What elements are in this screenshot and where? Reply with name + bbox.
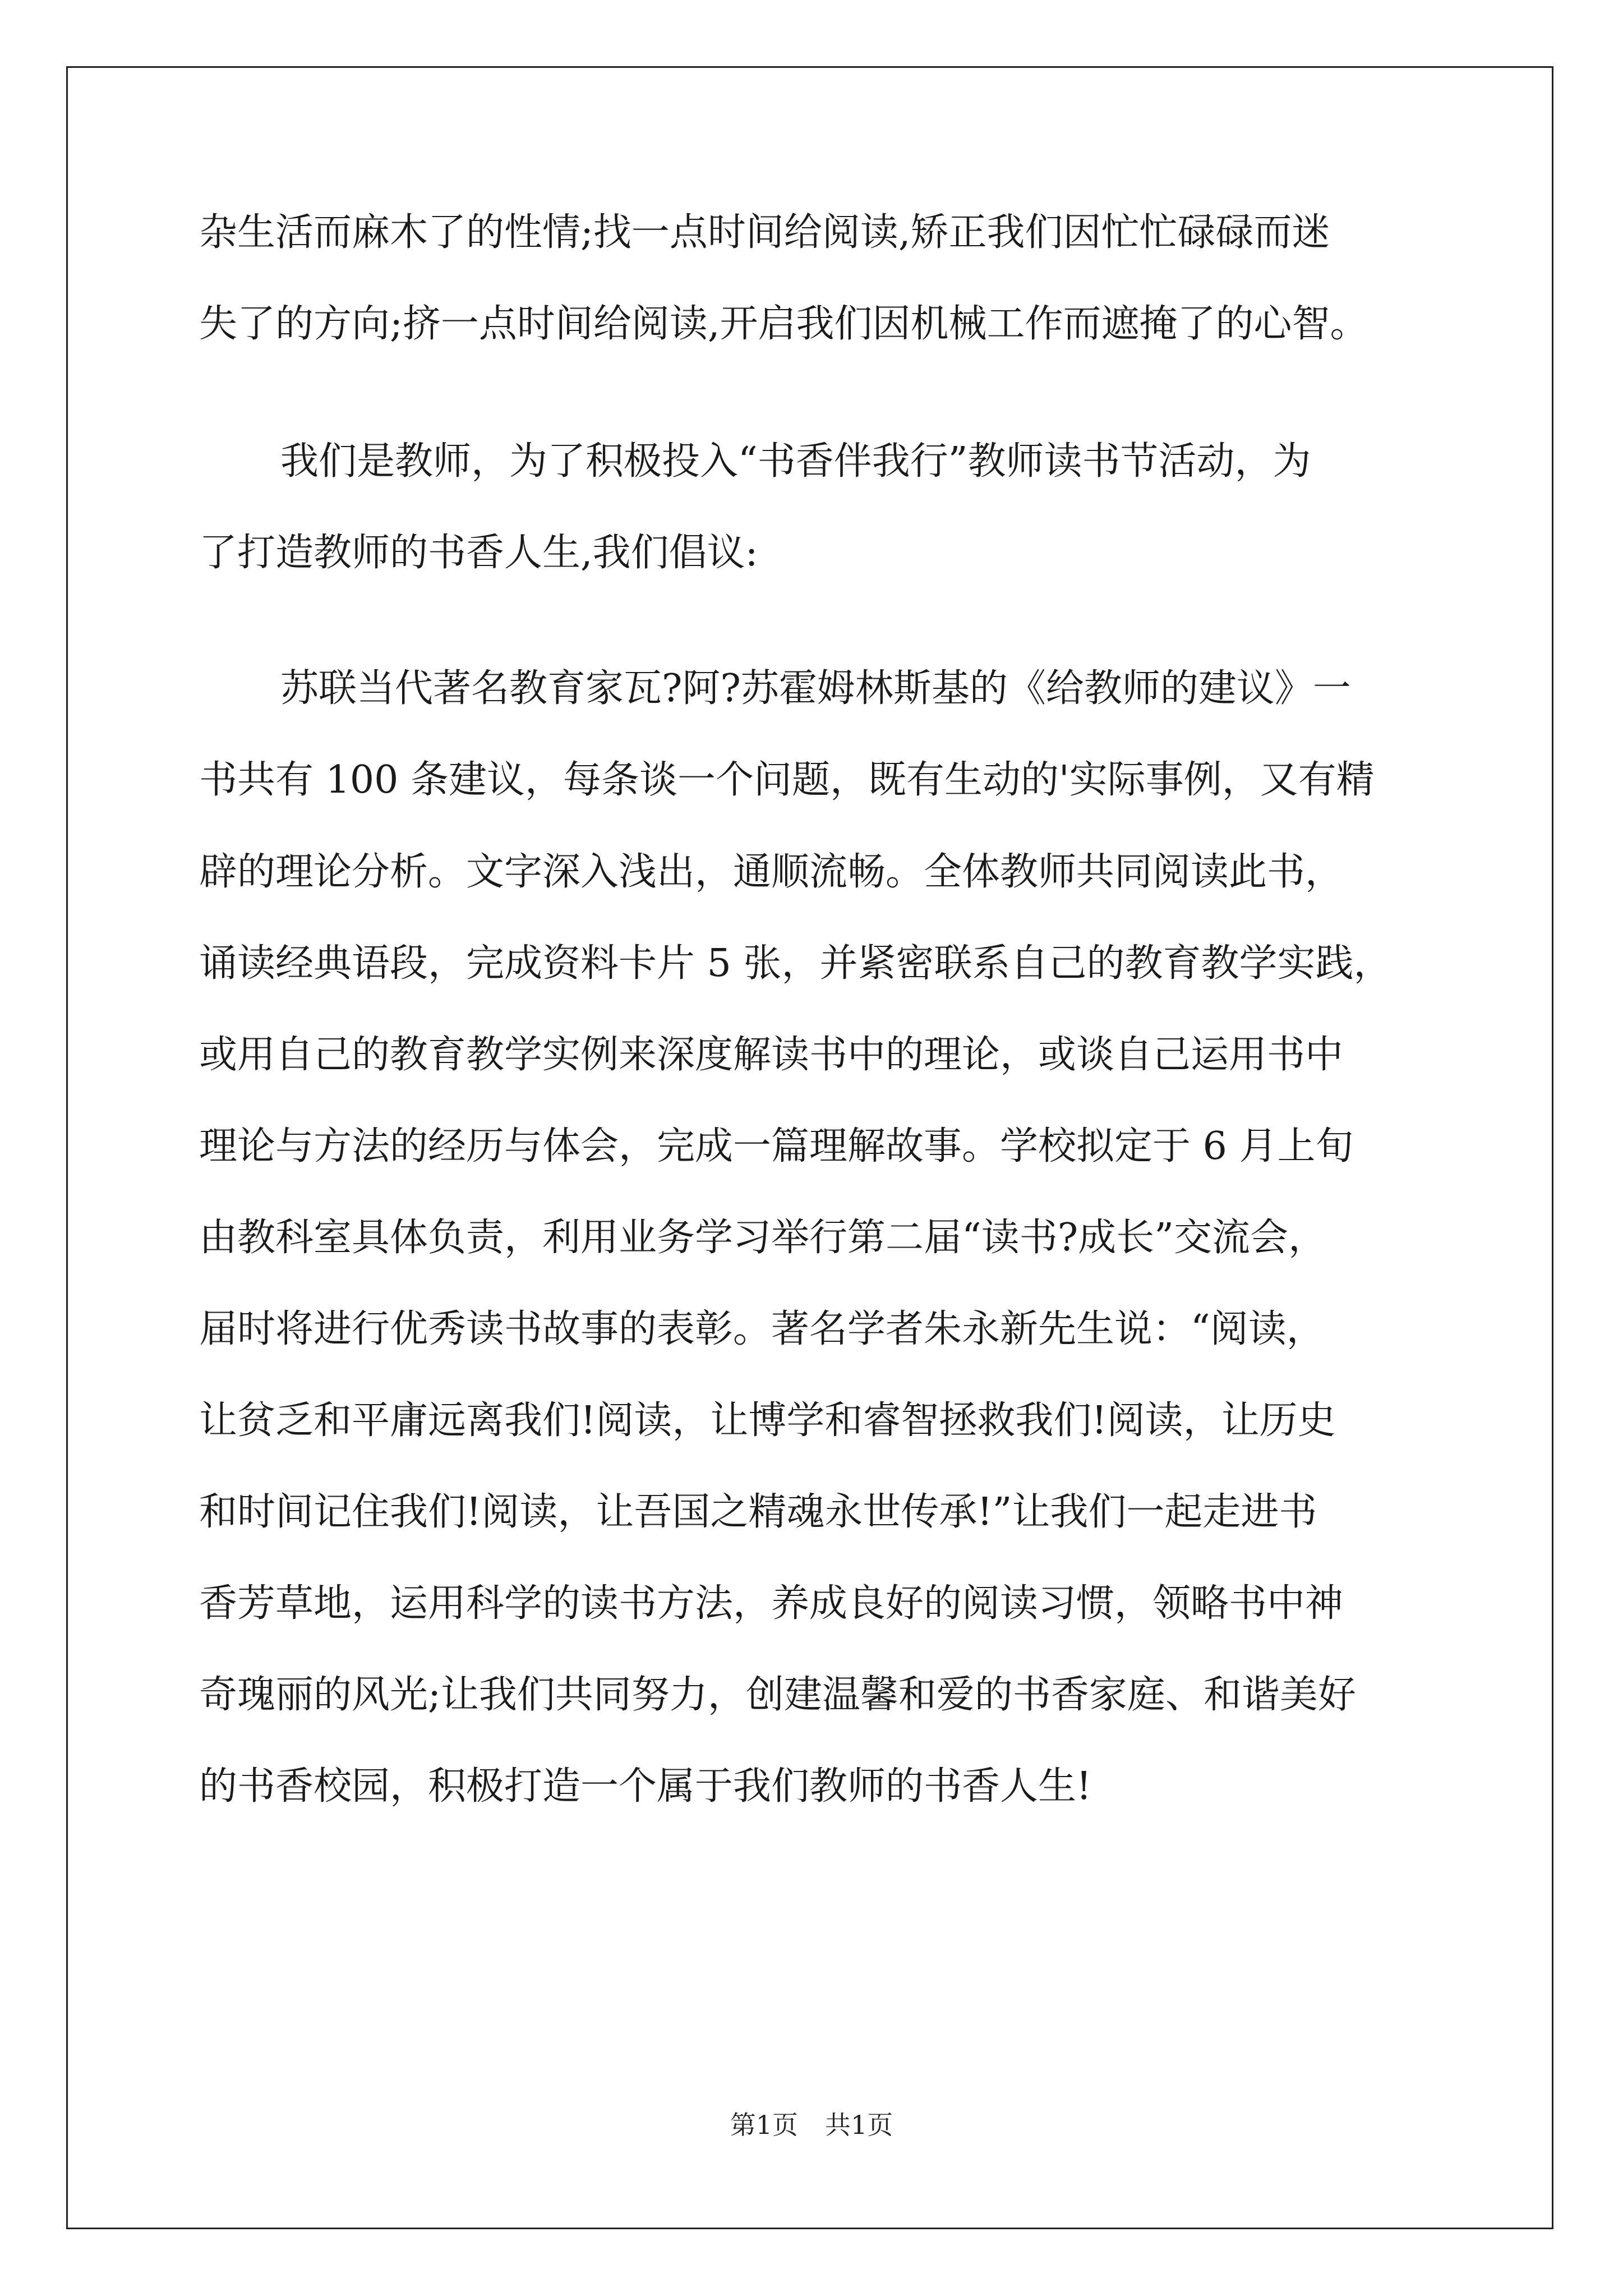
paragraph-line: 理论与方法的经历与体会，完成一篇理解故事。学校拟定于 6 月上旬 [199, 1124, 1354, 1168]
paragraph-line: 杂生活而麻木了的性情;找一点时间给阅读,矫正我们因忙忙碌碌而迷 [199, 210, 1330, 255]
paragraph-line: 苏联当代著名教育家瓦?阿?苏霍姆林斯基的《给教师的建议》一 [280, 666, 1351, 711]
paragraph-line: 让贫乏和平庸远离我们!阅读，让博学和睿智拯救我们!阅读，让历史 [199, 1398, 1336, 1443]
paragraph-line: 诵读经典语段，完成资料卡片 5 张，并紧密联系自己的教育教学实践， [199, 941, 1392, 986]
paragraph-line: 香芳草地，运用科学的读书方法，养成良好的阅读习惯，领略书中神 [199, 1581, 1344, 1626]
paragraph-line: 由教科室具体负责，利用业务学习举行第二届“读书?成长”交流会， [199, 1216, 1326, 1260]
paragraph-line: 和时间记住我们!阅读，让吾国之精魂永世传承!”让我们一起走进书 [199, 1490, 1317, 1534]
paragraph-line: 了打造教师的书香人生,我们倡议: [199, 531, 758, 575]
paragraph-line: 届时将进行优秀读书故事的表彰。著名学者朱永新先生说：“阅读， [199, 1307, 1325, 1351]
paragraph-line: 书共有 100 条建议，每条谈一个问题，既有生动的'实际事例，又有精 [199, 758, 1375, 802]
paragraph-line: 辟的理论分析。文字深入浅出，通顺流畅。全体教师共同阅读此书， [199, 850, 1344, 894]
paragraph-line: 我们是教师，为了积极投入“书香伴我行”教师读书节活动，为 [280, 439, 1311, 484]
page-total: 共1页 [825, 2110, 893, 2140]
paragraph-line: 或用自己的教育教学实例来深度解读书中的理论，或谈自己运用书中 [199, 1033, 1344, 1077]
page-footer [0, 2108, 1623, 2142]
page-number: 第1页 [730, 2110, 798, 2140]
paragraph-line: 奇瑰丽的风光;让我们共同努力，创建温馨和爱的书香家庭、和谐美好 [199, 1673, 1356, 1717]
paragraph-line: 的书香校园，积极打造一个属于我们教师的书香人生! [199, 1764, 1092, 1809]
paragraph-line: 失了的方向;挤一点时间给阅读,开启我们因机械工作而遮掩了的心智。 [199, 302, 1368, 346]
